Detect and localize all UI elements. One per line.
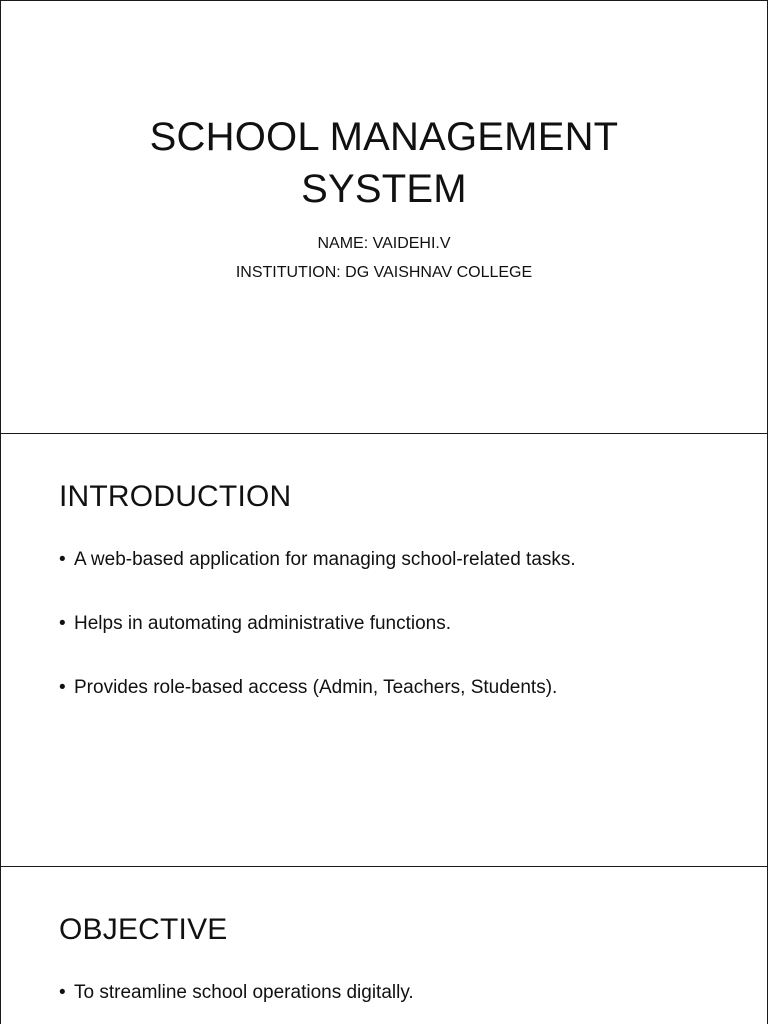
bullet-icon: • [59,982,66,1003]
bullet-text: A web-based application for managing school-related tasks. [74,549,576,570]
objective-slide [0,866,768,1024]
slide-heading: INTRODUCTION [59,480,292,513]
bullet-item [59,979,739,1007]
bullet-icon: • [59,677,66,698]
bullet-icon: • [59,549,66,570]
introduction-slide [0,433,768,867]
bullet-item [59,610,739,638]
bullet-item [59,674,739,702]
author-name: NAME: VAIDEHI.V [317,235,451,252]
slide-subtitle [1,229,767,287]
bullet-item [59,546,739,574]
institution-name: INSTITUTION: DG VAISHNAV COLLEGE [235,264,533,281]
title-line: SYSTEM [301,167,467,211]
bullet-text: Provides role-based access (Admin, Teachers, Students). [74,677,558,698]
bullet-text: To streamline school operations digitally. [74,982,414,1003]
slide-title [1,111,767,215]
title-line: SCHOOL MANAGEMENT [149,115,619,159]
bullet-list [59,546,739,738]
bullet-list [59,979,739,1024]
title-slide [0,0,768,434]
bullet-icon: • [59,613,66,634]
bullet-text: Helps in automating administrative functions. [74,613,452,634]
slide-heading: OBJECTIVE [59,913,228,946]
